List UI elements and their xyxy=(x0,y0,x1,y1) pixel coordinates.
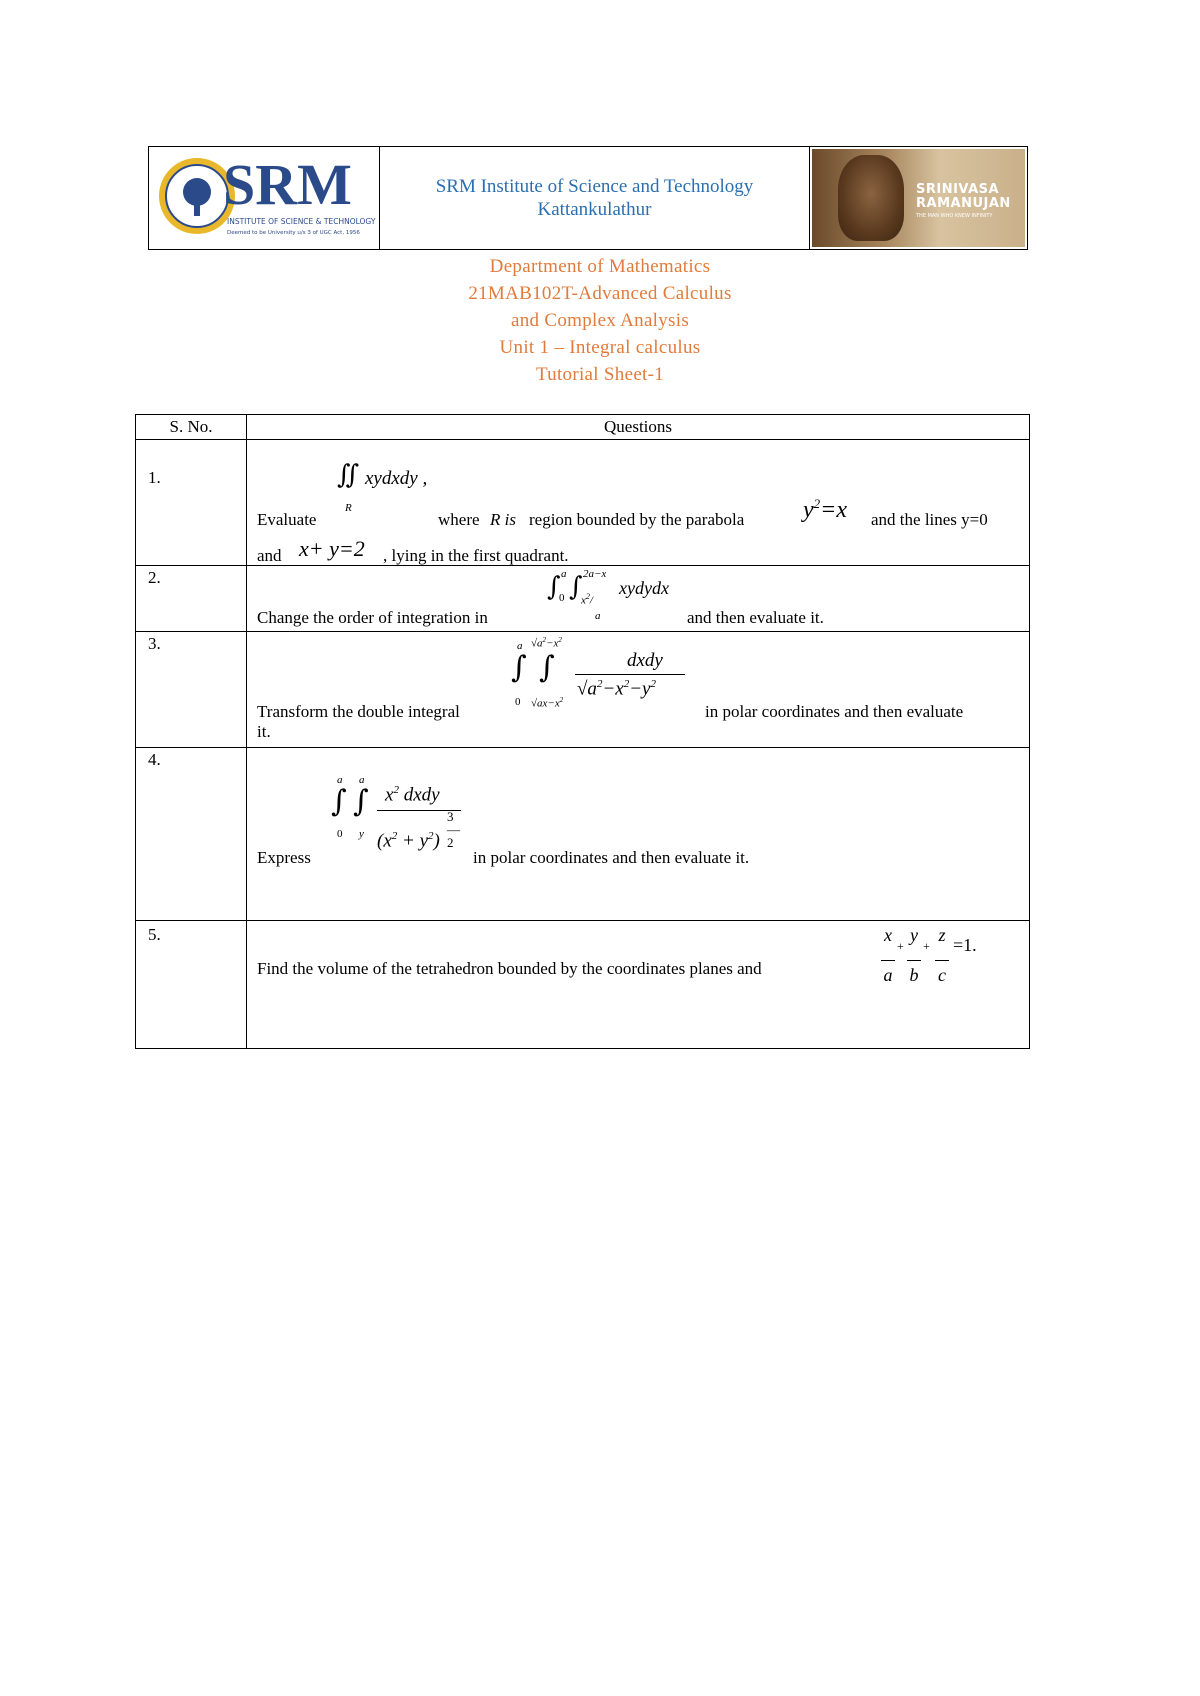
header-table xyxy=(148,146,1028,250)
title-block xyxy=(0,253,1200,388)
department-title: Department of Mathematics xyxy=(489,256,711,277)
unit-title: Unit 1 – Integral calculus xyxy=(499,337,701,358)
portrait-image xyxy=(838,155,904,241)
course-title: 21MAB102T-Advanced Calculus xyxy=(468,283,732,304)
ramanujan-photo xyxy=(812,149,1025,247)
col-sno-header: S. No. xyxy=(136,415,247,440)
row-sno: 3. xyxy=(136,632,247,748)
table-row xyxy=(136,566,1030,632)
table-header-row xyxy=(136,415,1030,440)
campus-name: Kattankulathur xyxy=(537,199,652,220)
table-row xyxy=(136,748,1030,921)
banner-subtitle: THE MAN WHO KNEW INFINITY xyxy=(916,213,993,219)
srm-seal-icon xyxy=(157,152,377,244)
question-cell: ∫ a 0 ∫ 2a−x $x^2/$ a xydydx Change the order of integration in and then evaluate it. xyxy=(247,566,1030,632)
row-sno: 4. xyxy=(136,748,247,921)
svg-text:SRM: SRM xyxy=(223,152,352,217)
table-row xyxy=(136,440,1030,566)
row-sno: 1. xyxy=(136,440,247,566)
col-questions-header: Questions xyxy=(247,415,1030,440)
institute-cell xyxy=(379,147,809,249)
srm-logo xyxy=(149,147,379,249)
row-sno: 2. xyxy=(136,566,247,632)
question-cell: a ∫ 0 $√a^2-x^2$ ∫ $√ax-x^2$ dxdy $√a^2-x^2-y^2$ Transform the double integral in polar coordinates and then evaluate it. xyxy=(247,632,1030,748)
svg-text:Deemed to be University u/s 3: Deemed to be University u/s 3 of UGC Act, 1956 xyxy=(227,230,360,236)
question-cell: a ∫ 0 a ∫ y $x^2$ dxdy 3 ― 2 $(x^2 + y^2)$ Express in polar coordinates and then evaluate it. xyxy=(247,748,1030,921)
question-cell: ∬ xydxdy , R Evaluate where R is region bounded by the parabola $y^2=x$ and the lines y=0 and x+ y=2 , lying in the first quadrant. xyxy=(247,440,1030,566)
row-sno: 5. xyxy=(136,921,247,1049)
table-row xyxy=(136,921,1030,1049)
table-row xyxy=(136,632,1030,748)
svg-text:INSTITUTE OF SCIENCE & TECHNOL: INSTITUTE OF SCIENCE & TECHNOLOGY xyxy=(227,217,376,226)
ramanujan-banner xyxy=(809,147,1027,249)
sheet-title: Tutorial Sheet-1 xyxy=(535,364,665,385)
banner-title: SRINIVASA RAMANUJAN xyxy=(916,182,1011,211)
course-title-cont: and Complex Analysis xyxy=(510,310,690,331)
institute-name: SRM Institute of Science and Technology xyxy=(435,176,754,197)
question-cell: Find the volume of the tetrahedron bounded by the coordinates planes and x a + y b + z c =1. xyxy=(247,921,1030,1049)
questions-table xyxy=(135,414,1030,1049)
